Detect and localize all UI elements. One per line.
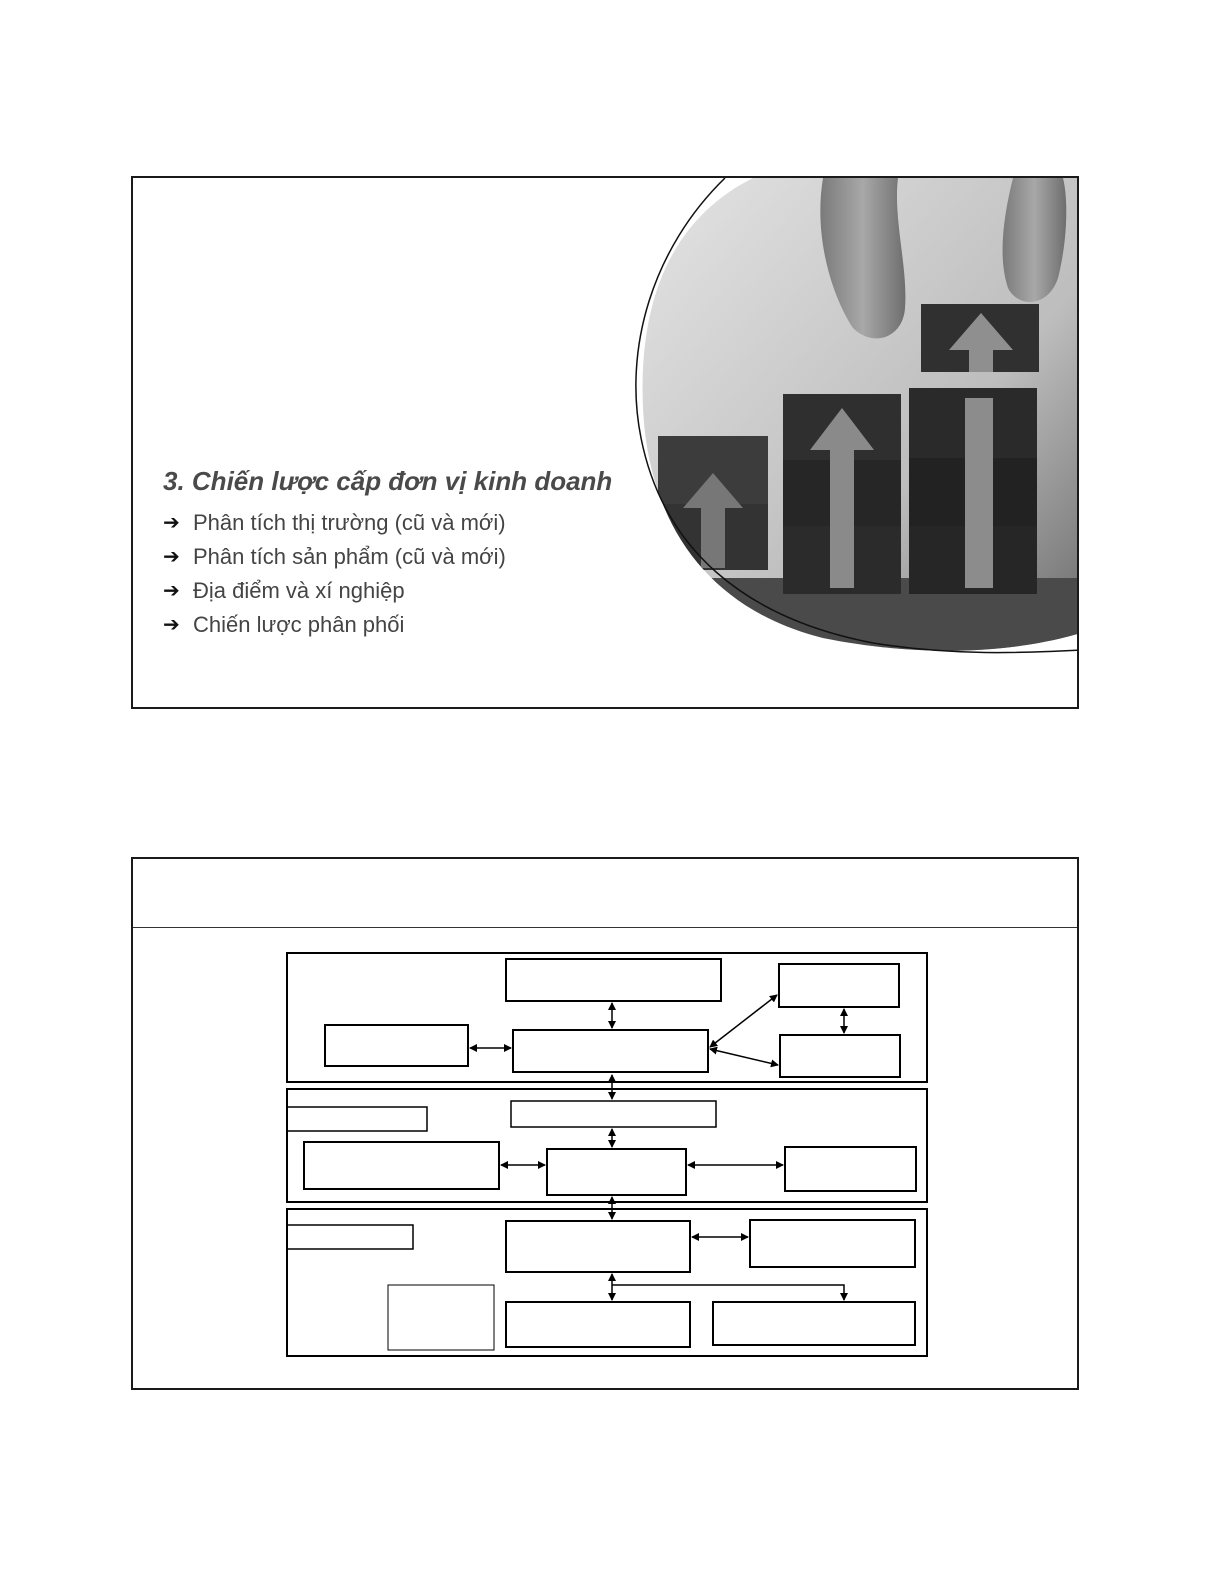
diagram-box [506,959,721,1001]
diagram-box [713,1302,915,1345]
flow-diagram [133,859,1079,1390]
diagram-box [511,1101,716,1127]
section-top [287,953,927,1082]
section-bottom [287,1209,927,1356]
arrow-right-icon: ➔ [163,580,180,602]
bullet-text: Địa điểm và xí nghiệp [193,578,405,603]
list-item [163,574,506,608]
diagram-box [325,1025,468,1066]
diagram-box [780,1035,900,1077]
diagram-box [513,1030,708,1072]
diagram-box [304,1142,499,1189]
slide-strategy-diagram [131,857,1079,1390]
connector [710,1049,778,1065]
diagram-box [785,1147,916,1191]
diagram-box [388,1285,494,1350]
bullet-text: Chiến lược phân phối [193,612,405,637]
diagram-box [506,1302,690,1347]
arrow-right-icon: ➔ [163,512,180,534]
list-item [163,540,506,574]
slide-business-unit-strategy [131,176,1079,709]
diagram-box [506,1221,690,1272]
section-middle [287,1089,927,1202]
connector [612,1285,844,1300]
list-item [163,608,506,642]
arrow-right-icon: ➔ [163,546,180,568]
slide-title: 3. Chiến lược cấp đơn vị kinh doanh [163,466,613,496]
diagram-box [287,1107,427,1131]
diagram-box [779,964,899,1007]
list-item [163,506,506,540]
bullet-text: Phân tích sản phẩm (cũ và mới) [193,544,506,569]
bullet-text: Phân tích thị trường (cũ và mới) [193,510,506,535]
connector [710,995,777,1047]
diagram-box [287,1225,413,1249]
diagram-box [750,1220,915,1267]
arrow-right-icon: ➔ [163,614,180,636]
bullet-list [163,506,506,642]
diagram-box [547,1149,686,1195]
